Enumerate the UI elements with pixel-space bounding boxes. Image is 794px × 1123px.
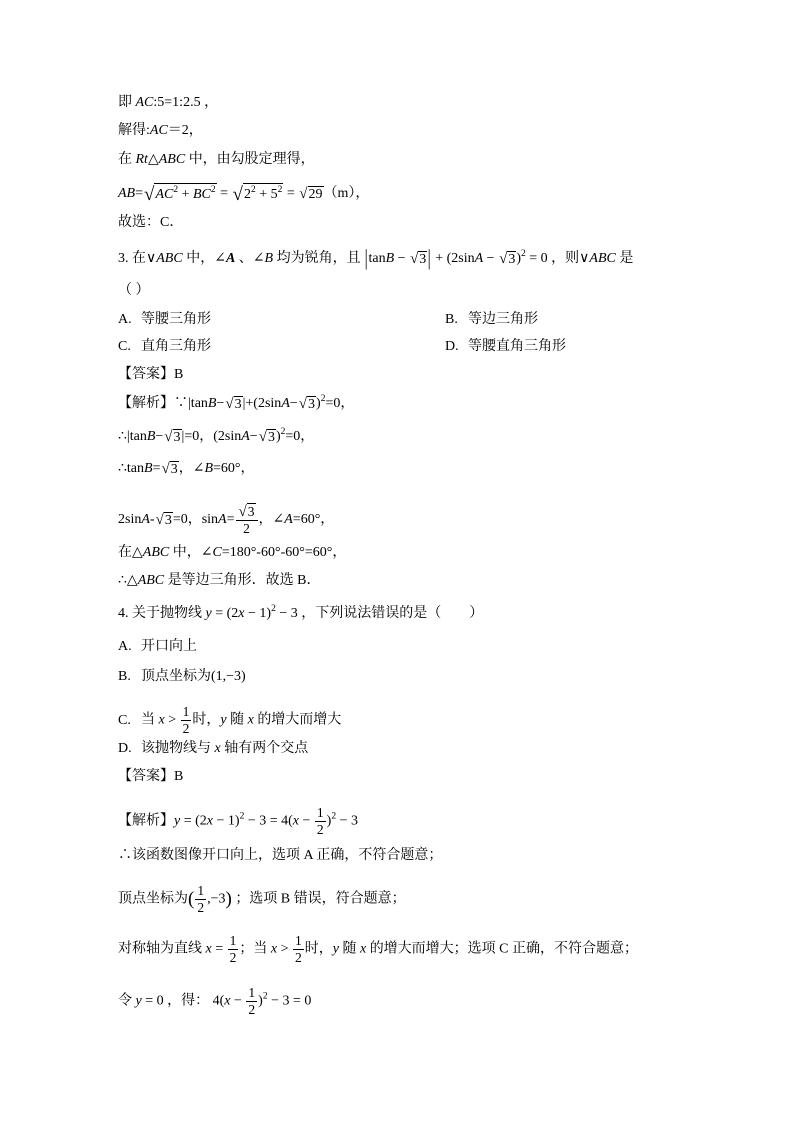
text: 是 — [615, 251, 634, 266]
fraction — [236, 503, 258, 537]
text: 即 — [118, 95, 136, 110]
operator: = — [135, 186, 144, 201]
fraction — [181, 704, 192, 737]
radical-sign: √ — [161, 461, 170, 477]
numerator: 1 — [316, 805, 324, 820]
math-var: y — [205, 606, 212, 621]
math-var: B — [146, 429, 156, 444]
square-root — [156, 511, 173, 531]
numerator: 1 — [197, 883, 205, 898]
operator: = — [226, 512, 235, 528]
operator: − — [483, 251, 499, 266]
math-var: x — [238, 606, 245, 621]
operator: + — [178, 187, 193, 202]
operator: − — [155, 429, 164, 444]
option-label: B. — [445, 312, 458, 327]
text: − 3 = 4( — [244, 813, 293, 829]
analysis-line — [118, 846, 442, 866]
triangle-symbol: △ — [147, 152, 159, 167]
text: =0， — [285, 429, 315, 444]
operator: − — [289, 396, 298, 411]
text: (2 — [226, 606, 239, 621]
math-var: AB — [118, 186, 136, 201]
radical-sign: √ — [144, 184, 155, 205]
radical-sign: √ — [499, 251, 508, 267]
text: =0， — [325, 396, 355, 411]
math-var: x — [292, 813, 299, 829]
paren-left: ( — [188, 888, 195, 910]
numerator: 1 — [229, 933, 237, 948]
exponent: 2 — [277, 185, 283, 195]
radical-sign: √ — [164, 429, 173, 445]
text: :5=1:2.5 ， — [153, 95, 219, 110]
text: ∴△ — [118, 573, 138, 588]
text: 【解析】 — [118, 813, 174, 829]
exponent: 2 — [320, 394, 326, 404]
radicand — [243, 183, 283, 203]
math-var: A — [241, 429, 250, 444]
text: 中，由勾股定理得， — [185, 152, 315, 167]
text: ) — [326, 813, 332, 829]
text: 、 — [235, 251, 253, 266]
option-text: 等边三角形 — [468, 312, 538, 327]
fraction — [315, 805, 326, 838]
math-var: ABC — [158, 152, 186, 167]
fraction — [228, 933, 239, 966]
option-text: 轴有两个交点 — [220, 741, 309, 756]
text: 对称轴为直线 — [118, 941, 206, 957]
option-label: B. — [118, 669, 131, 684]
exponent: 2 — [210, 185, 216, 195]
denominator: 2 — [182, 721, 190, 736]
text: − 1) — [213, 813, 240, 829]
math-var: y — [135, 993, 142, 1009]
text: − 3 = 0 — [267, 993, 312, 1009]
operator: = — [152, 461, 161, 476]
exponent: 2 — [520, 249, 526, 259]
text: ,−3 — [207, 891, 226, 907]
square-root — [239, 503, 256, 520]
text: =60°， — [292, 512, 335, 528]
denominator: 2 — [229, 950, 237, 965]
angle-symbol: ∠ — [214, 251, 226, 266]
question-number: 3. 在 — [118, 251, 146, 266]
analysis-line — [118, 571, 320, 591]
math-var: ABC — [142, 545, 170, 560]
coordinate: (1,−3) — [211, 669, 246, 684]
math-var: C — [212, 545, 222, 560]
radical-sign: √ — [258, 429, 267, 445]
question-4-stem — [118, 604, 483, 624]
radical-sign: √ — [155, 512, 164, 529]
answer-line — [118, 365, 183, 385]
option-text: 等腰三角形 — [141, 312, 211, 327]
triangle-symbol: ∨ — [146, 251, 157, 266]
square-root — [499, 250, 516, 270]
denominator: 2 — [197, 900, 205, 915]
math-var: ABC — [589, 251, 616, 266]
text: − 3 — [336, 813, 358, 829]
text: ) — [258, 993, 263, 1009]
operator: = — [283, 186, 299, 201]
exponent: 2 — [262, 991, 268, 1002]
math-var: A — [141, 512, 150, 528]
question-3-stem — [118, 245, 634, 270]
operator: > — [277, 941, 292, 957]
radicand — [154, 183, 216, 203]
square-root — [299, 395, 316, 415]
option-text: 等腰直角三角形 — [468, 339, 566, 354]
radical-sign: √ — [298, 396, 308, 412]
analysis-line — [118, 805, 358, 837]
text: 2sin — [118, 512, 142, 528]
solution-line — [118, 121, 203, 141]
radicand: 3 — [173, 430, 181, 445]
analysis-line — [118, 985, 312, 1017]
operator: = — [211, 941, 227, 957]
fraction — [195, 883, 206, 916]
square-root — [233, 183, 284, 205]
math-var: x — [270, 941, 278, 957]
text: 中， — [182, 251, 215, 266]
math-var: y — [174, 813, 181, 829]
radicand: 3 — [247, 504, 255, 519]
option-text: 该抛物线与 — [141, 741, 215, 756]
option-a — [118, 637, 197, 657]
operator: − — [216, 396, 225, 411]
analysis-line — [118, 459, 255, 479]
pythagoras-formula-line — [118, 183, 369, 203]
angle-symbol: ∠ — [252, 251, 265, 266]
math-var: x — [224, 993, 231, 1009]
square-root — [225, 395, 242, 415]
option-text: 顶点坐标为 — [141, 669, 211, 684]
numerator: 1 — [248, 985, 256, 1000]
analysis-line — [118, 503, 335, 536]
operator: - — [149, 512, 155, 528]
radicand: 3 — [164, 513, 172, 529]
analysis-line — [118, 427, 314, 447]
number: 5 — [270, 187, 278, 202]
text: ∴该函数图像开口向上，选项 A 正确，不符合题意； — [118, 848, 443, 863]
text: =60°， — [213, 461, 255, 476]
exponent: 2 — [271, 604, 276, 614]
square-root — [144, 183, 217, 205]
text: − 3 — [275, 606, 298, 621]
option-text: 随 — [226, 712, 248, 728]
math-var: AC — [155, 187, 174, 202]
square-root — [161, 460, 178, 480]
text: = 0 ，则 — [525, 251, 580, 266]
option-label: A. — [118, 639, 132, 654]
math-var: AC — [149, 123, 168, 138]
math-var: A — [281, 396, 290, 411]
denominator: 2 — [243, 521, 250, 536]
text: 【解析】∵|tan — [118, 396, 208, 411]
radicand: 3 — [508, 252, 516, 267]
triangle-symbol: ∨ — [579, 251, 590, 266]
text: − 1) — [244, 606, 272, 621]
math-var: A — [284, 512, 293, 528]
option-label: A. — [118, 312, 132, 327]
solution-line — [118, 93, 218, 113]
denominator: 2 — [295, 950, 302, 965]
option-text: 的增大而增大 — [253, 712, 342, 728]
radicand: 3 — [234, 397, 242, 412]
square-root — [410, 250, 427, 270]
exponent: 2 — [280, 427, 286, 437]
option-text: 时， — [192, 712, 221, 728]
math-var: B — [207, 396, 217, 411]
math-var: ABC — [137, 573, 165, 588]
text: 中，∠ — [169, 545, 213, 560]
radicand: 3 — [419, 252, 427, 267]
text: 均为锐角，且 — [273, 251, 365, 266]
radical-sign: √ — [238, 504, 247, 520]
operator: − — [249, 429, 258, 444]
text: |=0，(2sin — [181, 429, 242, 444]
text: = (2 — [180, 813, 207, 829]
math-var: x — [206, 813, 213, 829]
math-var: x — [214, 741, 221, 756]
exponent: 2 — [239, 811, 245, 822]
math-var: B — [204, 461, 214, 476]
math-var: x — [359, 941, 367, 957]
operator: = — [211, 606, 227, 621]
math-var: A — [474, 251, 484, 266]
option-b — [118, 667, 246, 687]
unit-text: （m）， — [323, 186, 370, 201]
option-c — [118, 337, 211, 357]
text: |+(2sin — [242, 396, 282, 411]
number: 2 — [243, 187, 251, 202]
fraction — [246, 985, 257, 1018]
math-var: x — [205, 941, 212, 957]
analysis-line — [118, 883, 406, 915]
text: 顶点坐标为 — [118, 891, 188, 907]
text: 是等边三角形．故选 B． — [164, 573, 321, 588]
text: = 0 ，得： 4( — [141, 993, 225, 1009]
operator: − — [394, 251, 410, 266]
question-number: 4. 关于抛物线 — [118, 606, 206, 621]
option-text: 当 — [141, 712, 159, 728]
operator: = — [216, 186, 232, 201]
answer-line — [118, 767, 183, 787]
analysis-line — [118, 394, 354, 414]
radicand: 3 — [170, 462, 178, 477]
option-label: D. — [118, 741, 132, 756]
math-var: A — [218, 512, 227, 528]
option-a — [118, 310, 211, 330]
radicand: 29 — [308, 187, 323, 202]
operator: > — [164, 712, 180, 728]
text: ，下列说法错误的是（ ） — [297, 606, 484, 621]
denominator: 2 — [248, 1002, 256, 1017]
math-var: BC — [193, 187, 211, 202]
text: 随 — [338, 941, 360, 957]
text: ，∠ — [178, 461, 205, 476]
math-var: A — [225, 251, 236, 266]
math-var: y — [220, 712, 227, 728]
option-b — [445, 310, 538, 330]
operator: + — [255, 187, 271, 202]
text: ；当 — [239, 941, 271, 957]
answer-text: 【答案】B — [118, 769, 184, 784]
square-root — [259, 428, 276, 448]
math-var: B — [144, 461, 153, 476]
option-c — [118, 704, 342, 736]
text: 在 — [118, 152, 136, 167]
abs-bar-left: | — [364, 245, 368, 270]
text: ) — [275, 429, 281, 444]
text: 时， — [304, 941, 333, 957]
text: 解得: — [118, 123, 150, 138]
math-var: AC — [135, 95, 154, 110]
math-function: tan — [368, 251, 386, 266]
math-var: y — [332, 941, 339, 957]
text: （ ） — [118, 283, 150, 298]
text: =180°-60°-60°=60°， — [221, 545, 347, 560]
math-var: Rt — [135, 152, 148, 167]
square-root — [299, 185, 323, 205]
option-label: C. — [118, 712, 131, 728]
option-label: C. — [118, 339, 131, 354]
answer-blank — [118, 281, 150, 301]
answer-text: 【答案】B — [118, 367, 184, 382]
option-d — [118, 739, 308, 759]
analysis-line — [118, 933, 639, 965]
denominator: 2 — [316, 822, 324, 837]
text: ＝2， — [167, 123, 203, 138]
operator: − — [230, 993, 246, 1009]
exponent: 2 — [331, 811, 337, 822]
text: ；选项 B 错误，符合题意； — [231, 891, 406, 907]
text: ∴|tan — [118, 429, 147, 444]
math-var: x — [158, 712, 165, 728]
solution-line — [118, 150, 315, 170]
text: 的增大而增大；选项 C 正确，不符合题意； — [366, 941, 639, 957]
text: ) — [316, 396, 321, 411]
text: 令 — [118, 993, 136, 1009]
text: ) — [516, 251, 521, 266]
radicand: 3 — [308, 397, 316, 412]
solution-line — [118, 213, 183, 233]
analysis-line — [118, 543, 346, 563]
paren-right: ) — [225, 888, 232, 910]
option-text: 直角三角形 — [141, 339, 211, 354]
exponent: 2 — [250, 185, 256, 195]
square-root — [164, 428, 181, 448]
radicand: 3 — [267, 430, 275, 445]
text: ∴tan — [118, 461, 145, 476]
radical-sign: √ — [410, 251, 419, 267]
text: =0，sin — [172, 512, 219, 528]
radical-sign: √ — [232, 184, 243, 205]
operator: − — [298, 813, 314, 829]
numerator: 1 — [295, 933, 302, 948]
math-var: B — [264, 251, 274, 266]
text: 在△ — [118, 545, 143, 560]
math-var: B — [385, 251, 395, 266]
math-var: x — [247, 712, 254, 728]
text: ，∠ — [258, 512, 285, 528]
text: 故选：C． — [118, 215, 184, 230]
numerator: 1 — [182, 704, 190, 719]
numerator — [236, 503, 258, 521]
radical-sign: √ — [299, 186, 308, 202]
option-text: 开口向上 — [141, 639, 197, 654]
text: + (2sin — [431, 251, 475, 266]
abs-bar-right: | — [427, 245, 432, 270]
exponent: 2 — [173, 185, 179, 195]
math-var: ABC — [156, 251, 183, 266]
option-label: D. — [445, 339, 459, 354]
fraction — [293, 933, 304, 966]
option-d — [445, 337, 566, 357]
radical-sign: √ — [225, 396, 234, 412]
